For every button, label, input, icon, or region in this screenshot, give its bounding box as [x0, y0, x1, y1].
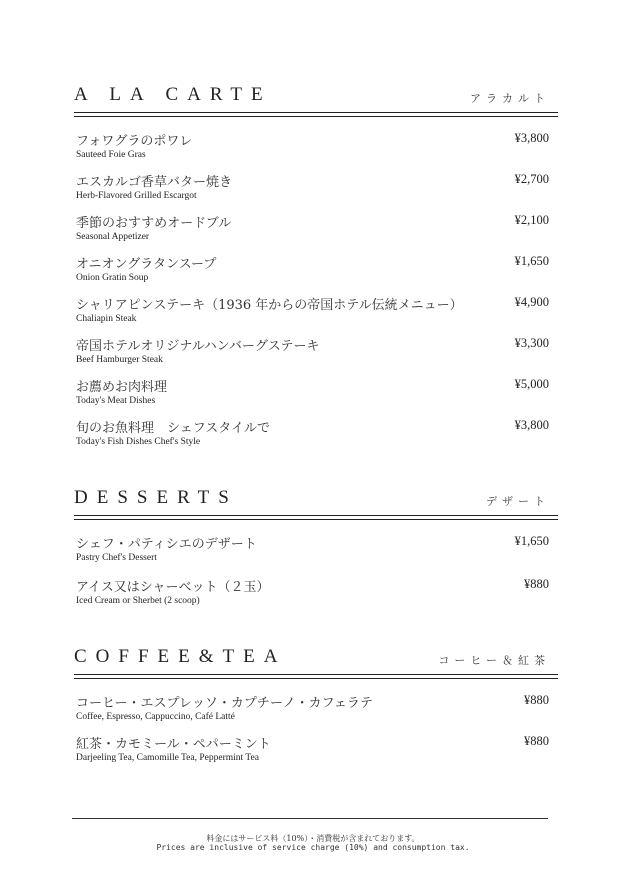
- item-name-en: Beef Hamburger Steak: [76, 355, 163, 365]
- section-coffee-tea: [74, 644, 558, 774]
- item-price: ¥3,800: [514, 418, 549, 432]
- menu-item-list: [74, 533, 558, 617]
- item-name-en: Chaliapin Steak: [76, 314, 137, 324]
- footer-note-jp: 料金にはサービス料（10%）・消費税が含まれております。: [206, 834, 420, 843]
- item-price: ¥1,650: [514, 254, 549, 268]
- section-header: [74, 485, 558, 515]
- section-header: [74, 82, 558, 112]
- item-name-en: Darjeeling Tea, Camomille Tea, Peppermint Tea: [76, 753, 259, 763]
- item-name-en: Onion Gratin Soup: [76, 273, 149, 283]
- double-rule: [74, 112, 558, 117]
- item-name-jp: 帝国ホテルオリジナルハンバーグステーキ: [76, 339, 320, 354]
- item-name-jp: アイス又はシャーベット（２玉）: [76, 580, 270, 595]
- menu-item: [74, 376, 558, 417]
- item-name-jp: シャリアピンステーキ（1936 年からの帝国ホテル伝統メニュー）: [76, 298, 463, 313]
- section-title: COFFEE&TEA: [74, 646, 287, 667]
- item-name-en: Sauteed Foie Gras: [76, 150, 146, 160]
- menu-item: [74, 733, 558, 774]
- menu-item: [74, 692, 558, 733]
- footer-rule: [72, 818, 548, 819]
- menu-item: [74, 294, 558, 335]
- section-title: A LA CARTE: [74, 84, 272, 105]
- menu-item: [74, 212, 558, 253]
- footer-note-en: Prices are inclusive of service charge (10%) and consumption tax.: [156, 843, 470, 852]
- item-name-jp: 季節のおすすめオードブル: [76, 216, 232, 231]
- menu-item-list: [74, 692, 558, 774]
- item-name-jp: コーヒー・エスプレッソ・カプチーノ・カフェラテ: [76, 696, 373, 711]
- item-name-jp: 紅茶・カモミール・ペパーミント: [76, 737, 271, 752]
- item-name-en: Seasonal Appetizer: [76, 232, 150, 242]
- item-name-en: Coffee, Espresso, Cappuccino, Café Latté: [76, 712, 235, 722]
- item-name-jp: フォワグラのポワレ: [76, 134, 193, 149]
- section-title: DESSERTS: [74, 487, 238, 508]
- section-title-jp: コーヒー＆紅茶: [438, 654, 550, 667]
- section-header: [74, 644, 558, 674]
- menu-item: [74, 130, 558, 171]
- item-name-jp: 旬のお魚料理 シェフスタイルで: [76, 421, 270, 436]
- item-name-jp: オニオングラタンスープ: [76, 257, 217, 272]
- double-rule: [74, 515, 558, 520]
- item-price: ¥2,700: [514, 172, 549, 186]
- item-price: ¥2,100: [514, 213, 549, 227]
- section-title-jp: デザート: [486, 495, 550, 508]
- item-name-en: Pastry Chef's Dessert: [76, 553, 157, 563]
- menu-item: [74, 171, 558, 212]
- item-name-jp: エスカルゴ香草バター焼き: [76, 175, 233, 190]
- item-price: ¥3,300: [514, 336, 549, 350]
- item-name-en: Herb-Flavored Grilled Escargot: [76, 191, 197, 201]
- menu-item: [74, 533, 558, 576]
- item-price: ¥880: [524, 693, 549, 707]
- item-price: ¥5,000: [514, 377, 549, 391]
- section-title-jp: アラカルト: [470, 92, 550, 105]
- menu-item: [74, 335, 558, 376]
- double-rule: [74, 674, 558, 679]
- item-price: ¥3,800: [514, 131, 549, 145]
- item-price: ¥1,650: [514, 534, 549, 548]
- menu-item: [74, 253, 558, 294]
- item-price: ¥880: [524, 734, 549, 748]
- item-name-en: Today's Fish Dishes Chef's Style: [76, 437, 201, 447]
- item-name-en: Iced Cream or Sherbet (2 scoop): [76, 596, 200, 606]
- menu-item: [74, 576, 558, 617]
- item-price: ¥4,900: [514, 295, 549, 309]
- item-name-en: Today's Meat Dishes: [76, 396, 156, 406]
- section-a-la-carte: [74, 82, 558, 458]
- item-price: ¥880: [524, 577, 549, 591]
- menu-item: [74, 417, 558, 458]
- menu-item-list: [74, 130, 558, 458]
- item-name-jp: シェフ・パティシエのデザート: [76, 537, 257, 552]
- item-name-jp: お薦めお肉料理: [76, 380, 168, 395]
- section-desserts: [74, 485, 558, 617]
